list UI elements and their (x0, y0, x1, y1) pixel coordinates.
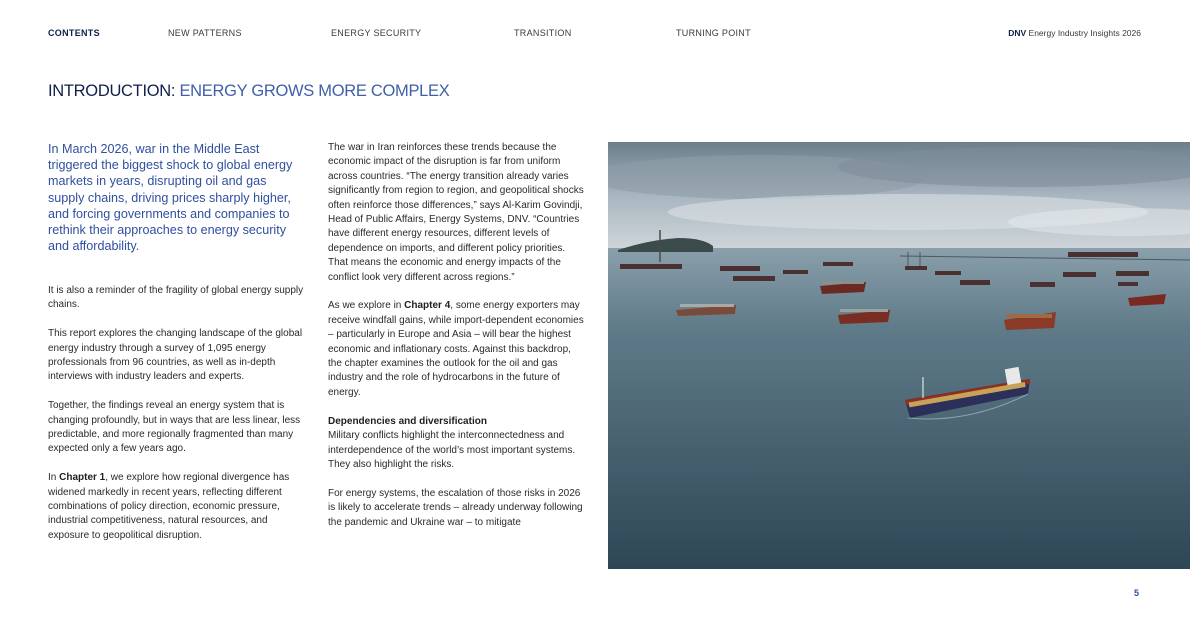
page-title (48, 82, 449, 101)
paragraph (328, 299, 584, 400)
nav-new-patterns[interactable]: NEW PATTERNS (168, 28, 242, 38)
paragraph (328, 415, 584, 473)
text-run: As we explore in (328, 300, 405, 312)
text-run: Military conflicts highlight the interconnectedness and interdependence of the world’s most important systems. They also highlight the risks. (328, 430, 576, 470)
brand-report-title: Energy Industry Insights 2026 (1028, 28, 1141, 38)
nav-turning-point[interactable]: TURNING POINT (676, 28, 751, 38)
section-subheading: Dependencies and diversification (328, 415, 487, 427)
nav-energy-security[interactable]: ENERGY SECURITY (331, 28, 422, 38)
text-column-2 (328, 141, 584, 544)
paragraph: The war in Iran reinforces these trends because the economic impact of the disruption is far from uniform across countries. “The energy transition already varies significantly from region to region, and geopolitical shocks often reinforce those differences,” says Al-Karim Govindji, Head of Public Affairs, Energy Systems, DNV. “Countries have different energy resources, different levels of dependence on imports, and different policy priorities. That means the economic and energy impacts of the conflict look very different across regions.” (328, 142, 584, 283)
page-title-prefix: INTRODUCTION: (48, 82, 180, 100)
lead-paragraph: In March 2026, war in the Middle East triggered the biggest shock to global energy markets in years, disrupting oil and gas supply chains, driving prices sharply higher, and forcing governments and companies to rethink their approaches to energy security and affordability. (48, 142, 293, 254)
nav-transition[interactable]: TRANSITION (514, 28, 572, 38)
chapter-4-link[interactable]: Chapter 4 (404, 300, 451, 312)
text-run: , we explore how regional divergence has widened markedly in recent years, reflecting different combinations of policy direction, economic pressure, industrial competitiveness, natural resources, and exposure to geopolitical disruption. (48, 472, 290, 541)
nav-contents[interactable]: CONTENTS (48, 28, 100, 38)
paragraph: Together, the findings reveal an energy system that is changing profoundly, but in ways that are less linear, less predictable, and more regionally fragmented than many expected only a few years ago. (48, 400, 301, 455)
page-title-main: ENERGY GROWS MORE COMPLEX (179, 82, 450, 100)
paragraph (48, 471, 304, 543)
paragraph: It is also a reminder of the fragility of global energy supply chains. (48, 285, 304, 311)
text-column-1 (48, 284, 304, 558)
brand-logo-text: DNV (1008, 28, 1027, 38)
paragraph: This report explores the changing landscape of the global energy industry through a survey of 1,095 energy professionals from 96 countries, as well as in-depth interviews with industry leaders and experts. (48, 328, 303, 383)
report-brand (1008, 28, 1141, 38)
page-number: 5 (1134, 588, 1140, 598)
text-run: , some energy exporters may receive windfall gains, while import-dependent economies – particularly in Europe and Asia – will bear the highest economic and inflationary costs. Against this backdrop, the chapter examines the outlook for the oil and gas industry and the role of hydrocarbons in the future of energy. (328, 300, 584, 398)
text-run: In (48, 472, 60, 484)
paragraph: For energy systems, the escalation of those risks in 2026 is likely to accelerate trends – already underway following the pandemic and Ukraine war – to mitigate (328, 487, 583, 528)
chapter-1-link[interactable]: Chapter 1 (59, 472, 106, 484)
tankers-at-sea-photo (608, 142, 1190, 569)
